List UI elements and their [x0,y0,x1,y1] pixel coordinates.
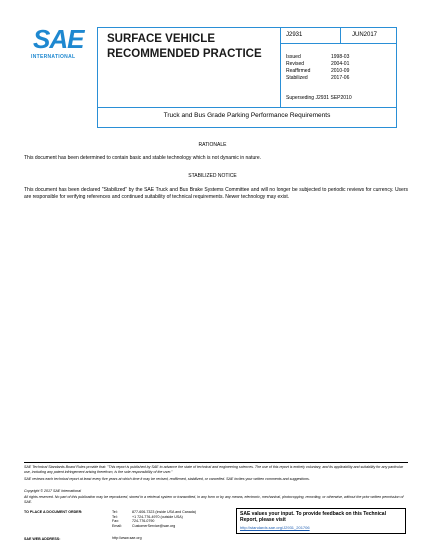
contact-value: +1 724-776-4970 (outside USA) [132,514,183,519]
feedback-box [236,508,406,534]
history-row [286,75,366,82]
history-label: Stabilized [286,75,308,81]
footer-rule [24,462,408,463]
section-body-rationale: This document has been determined to contain basic and stable technology which is not dynamic in nature. [24,155,262,161]
feedback-link[interactable]: http://standards.sae.org/J2931_201706 [240,525,310,530]
document-number: J2931 [286,32,303,38]
history-row [286,61,366,68]
history-label: Revised [286,61,305,67]
footer-review-paragraph: SAE reviews each technical report at least every five years at which time it may be revised, reaffirmed, stabilized, or cancelled. SAE invites your written comments and suggestions. [24,477,310,481]
section-heading-stabilized: STABILIZED NOTICE [188,173,237,179]
contact-label: Tel: [112,514,118,519]
history-value: 1998-03 [331,54,350,60]
contact-email[interactable]: CustomerService@sae.org [132,523,176,528]
history-label: Reaffirmed [286,68,311,74]
document-title: Truck and Bus Grade Parking Performance Requirements [163,112,331,119]
header-divider-vertical [280,27,281,107]
contact-label: Email: [112,523,122,528]
footer-rights-paragraph: All rights reserved. No part of this publication may be reproduced, stored in a retrieval system or transmitted, in any form or by any means, electronic, mechanical, photocopying, recording, or otherwise, without the prior written permission of SAE. [24,495,404,504]
footer-rules-paragraph: SAE Technical Standards Board Rules provide that: "This report is published by SAE to advance the state of technical and engineering sciences. The use of this report is entirely voluntary, and its applicability and suitability for any particular use, including any patent infringement arising therefrom, is the sole responsibility of the user." [24,465,404,474]
sae-logo-subtitle: INTERNATIONAL [31,54,76,60]
history-row [286,68,366,75]
contact-value: 724-776-0790 [132,519,155,524]
title-line-1: SURFACE VEHICLE [107,33,215,45]
contact-value: 877-606-7323 (inside USA and Canada) [132,510,196,514]
header-divider-horizontal [280,43,396,44]
contact-label: Fax: [112,519,119,524]
feedback-text: SAE values your input. To provide feedback on this Technical Report, please visit [240,511,386,523]
history-value: 2010-09 [331,68,350,74]
history-value: 2004-01 [331,61,350,67]
revision-history [286,54,366,82]
history-value: 2017-06 [331,75,350,81]
sae-logo-mark: SAE [33,24,84,54]
sae-logo [31,26,91,72]
web-address-link[interactable]: http://www.sae.org [112,536,142,540]
web-label: SAE WEB ADDRESS: [24,537,61,541]
order-label: TO PLACE A DOCUMENT ORDER: [24,510,83,514]
title-line-2: RECOMMENDED PRACTICE [107,48,262,60]
document-type-title [107,32,262,62]
history-row [286,54,366,61]
footer-copyright: Copyright © 2017 SAE International [24,489,81,493]
order-contacts [112,510,232,528]
section-body-stabilized: This document has been declared "Stabilized" by the SAE Truck and Bus Brake Systems Committee and will no longer be subjected to periodic reviews for currency. Users are responsible for verifying references and continued suitability of technical requirements. Newer technology may exist. [24,187,408,200]
section-heading-rationale: RATIONALE [198,142,227,148]
document-date: JUN2017 [352,32,378,38]
superseding-note: Superseding J2931 SEP2010 [286,95,352,101]
header-divider-date [340,27,341,44]
contact-label: Tel: [112,510,118,514]
contact-row [112,524,232,529]
history-label: Issued [286,54,301,60]
